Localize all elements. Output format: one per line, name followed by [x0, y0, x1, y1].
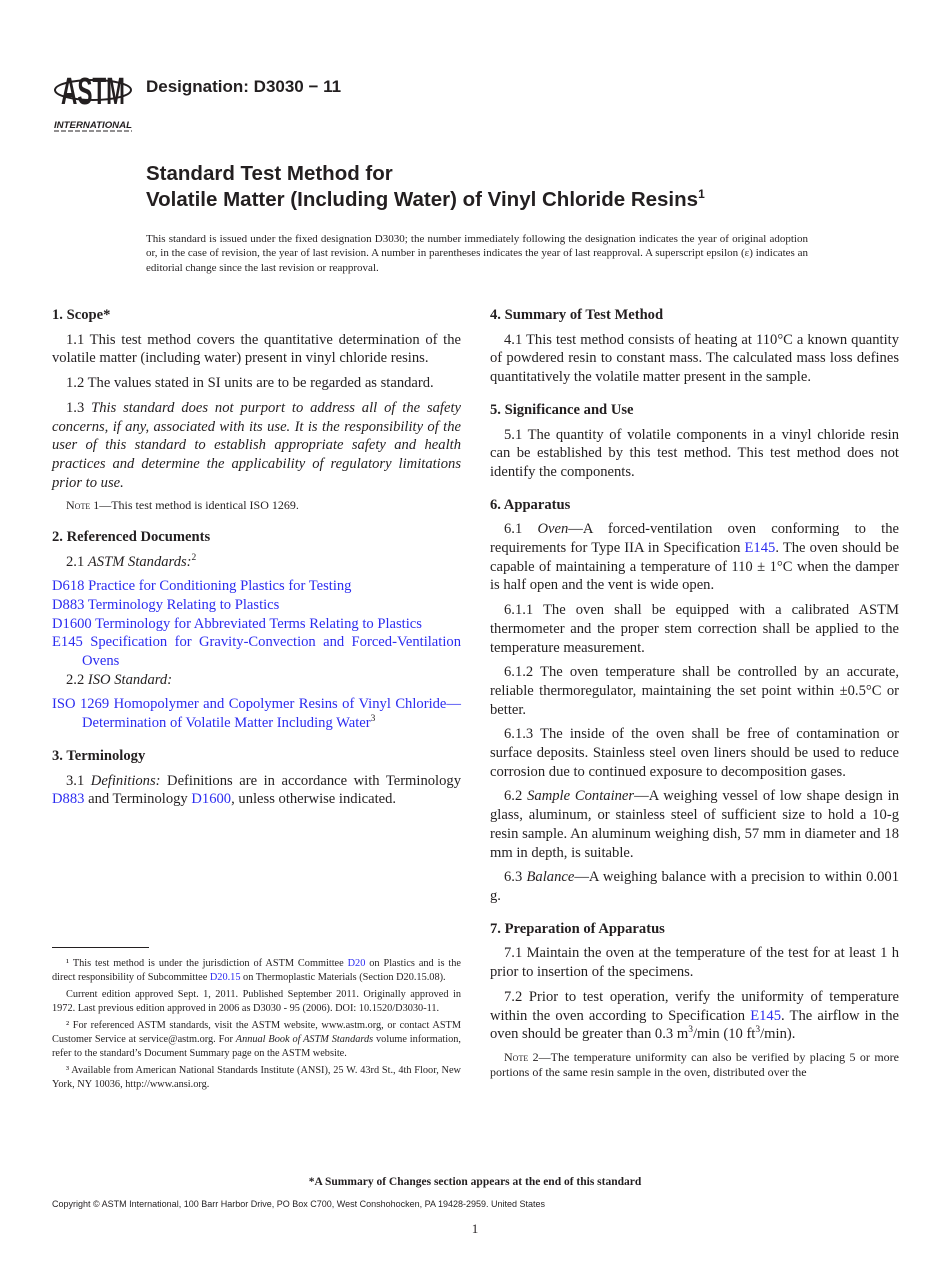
reference-item	[52, 577, 461, 596]
text: . The oven should be capable of maintaining a temperature of 110 ± 1°C when the damper is half open and the vent is wide open.	[490, 540, 900, 594]
text: and Terminology	[84, 791, 192, 808]
reference-title-link[interactable]: Practice for Conditioning Plastics for Testing	[84, 578, 352, 595]
italic-text: This standard does not purport to address all of the safety concerns, if any, associated with its use. It is the responsibility of the user of this standard to establish appropriate safety and health practices and determine the applicability of regulatory limitations prior to use.	[52, 399, 461, 491]
document-link[interactable]: D1600	[52, 615, 92, 632]
text: 6.1	[504, 521, 538, 538]
document-link[interactable]: D20	[347, 958, 366, 969]
document-link[interactable]: E145	[750, 1007, 782, 1024]
section-heading: 6. Apparatus	[490, 496, 571, 513]
document-link[interactable]: D618	[52, 578, 85, 595]
text: 3.1	[66, 772, 91, 789]
svg-text:INTERNATIONAL: INTERNATIONAL	[54, 120, 133, 131]
paragraph	[490, 868, 899, 905]
text: —A weighing balance with a precision to within 0.001 g.	[490, 869, 899, 904]
astm-logo	[52, 58, 134, 132]
italic-text: ISO Standard:	[87, 671, 173, 688]
footnotes	[52, 957, 461, 1095]
footnote-ref[interactable]: 3	[688, 1025, 693, 1036]
text: /min).	[760, 1026, 796, 1043]
document-link[interactable]: D20.15	[209, 972, 241, 983]
text: 6.3	[504, 869, 527, 886]
text: on Plastics and is the direct responsibility of Subcommittee	[52, 958, 461, 983]
left-column	[52, 306, 461, 815]
footnote	[52, 957, 461, 985]
copyright: Copyright © ASTM International, 100 Barr Harbor Drive, PO Box C700, West Conshohocken, PA 19428-2959. United States	[52, 1199, 546, 1209]
text: 1—This test method is identical ISO 1269.	[90, 498, 299, 513]
paragraph	[52, 671, 461, 690]
page-number: 1	[471, 1221, 479, 1236]
text: 2.1	[66, 553, 88, 570]
text: 1.1 This test method covers the quantitative determination of the volatile matter (including water) present in vinyl chloride resins.	[52, 331, 461, 367]
text: 1.2 The values stated in SI units are to be regarded as standard.	[66, 375, 434, 392]
reference-item	[52, 695, 461, 732]
italic-text: ASTM Standards:	[87, 553, 192, 570]
text: 2.2	[66, 671, 88, 688]
footnote	[52, 988, 461, 1016]
reference-item	[52, 615, 461, 634]
text: /min (10 ft	[692, 1026, 756, 1043]
footnote	[52, 1019, 461, 1061]
footnote-ref[interactable]: 3	[370, 714, 376, 725]
text: —A forced-ventilation oven conforming to the requirements for Type IIA in Specification	[490, 521, 899, 557]
reference-title-link[interactable]: Specification for Gravity-Convection and Forced-Ventilation Ovens	[82, 634, 461, 670]
section-heading: 2. Referenced Documents	[52, 528, 211, 545]
text: 7.1 Maintain the oven at the temperature of the test for at least 1 h prior to insertion of the specimens.	[490, 945, 899, 981]
document-link[interactable]: E145	[744, 540, 776, 557]
section-heading: 4. Summary of Test Method	[490, 307, 664, 323]
text: 6.1.1 The oven shall be equipped with a calibrated ASTM thermometer and the proper stem correction shall be applied to the temperature measurement.	[490, 602, 899, 656]
document-title	[146, 161, 705, 213]
text: 2—The temperature uniformity can also be verified by placing 5 or more portions of the same resin sample in the oven, distributed over the	[490, 1049, 899, 1080]
reference-title-link[interactable]: Terminology Relating to Plastics	[84, 596, 280, 613]
text: . The airflow in the oven should be greater than 0.3 m	[490, 1007, 899, 1043]
text: 5.1 The quantity of volatile components in a vinyl chloride resin can be established by this test method. This test method does not identify the components.	[490, 426, 899, 480]
text: 6.1.2 The oven temperature shall be controlled by an accurate, reliable thermoregulator, maintaining the set point within ±0.5°C or better.	[490, 664, 899, 718]
paragraph	[52, 374, 461, 393]
paragraph	[52, 553, 461, 572]
paragraph	[490, 520, 899, 595]
paragraph	[490, 331, 899, 387]
text: 4.1 This test method consists of heating at 110°C a known quantity of powdered resin to constant mass. The calculated mass loss defines quantitatively the volatile matter present in the sample.	[490, 331, 899, 386]
footnote-ref[interactable]: 1	[698, 187, 705, 202]
issuance-statement: This standard is issued under the fixed designation D3030; the number immediately following the designation indicates the year of original adoption or, in the case of revision, the year of last revision. A number in parentheses indicates the year of last reapproval. A superscript epsilon (ε) indicates an editorial change since the last revision or reapproval.	[146, 233, 808, 274]
paragraph	[490, 725, 899, 781]
text: ³ Available from American National Standards Institute (ANSI), 25 W. 43rd St., 4th Floor, New York, NY 10036, http://www.ansi.org.	[52, 1065, 461, 1090]
title-line-1: Standard Test Method for	[146, 162, 393, 185]
note	[490, 1050, 899, 1081]
text: on Thermoplastic Materials (Section D20.15.08).	[240, 972, 446, 983]
italic-text: Oven	[537, 521, 569, 538]
text: —A weighing vessel of low shape design in glass, aluminum, or stainless steel of sufficient size to hold a 10-g resin sample. An aluminum weighing dish, 57 mm in diameter and 18 mm in depth, is suitable.	[490, 788, 900, 861]
text: 6.2	[504, 788, 528, 805]
right-column	[490, 306, 899, 1087]
paragraph	[52, 331, 461, 368]
footnote-divider	[52, 947, 149, 948]
section-heading: 1. Scope*	[52, 307, 111, 323]
summary-of-changes-note: *A Summary of Changes section appears at the end of this standard	[308, 1176, 642, 1188]
footnote-ref[interactable]: 3	[755, 1025, 761, 1036]
paragraph	[490, 601, 899, 657]
section-heading: 5. Significance and Use	[490, 401, 634, 418]
svg-text:ASTM: ASTM	[61, 71, 125, 113]
note-label: Note	[504, 1049, 529, 1064]
text: volume information, refer to the standard’s Document Summary page on the ASTM website.	[52, 1034, 461, 1059]
section-heading: 3. Terminology	[52, 747, 146, 764]
title-text: Volatile Matter (Including Water) of Vinyl Chloride Resins	[146, 188, 699, 211]
text: , unless otherwise indicated.	[231, 791, 397, 808]
italic-text: Sample Container	[527, 788, 635, 805]
reference-title-link[interactable]: Terminology for Abbreviated Terms Relating to Plastics	[91, 615, 422, 632]
paragraph	[52, 772, 461, 809]
paragraph	[490, 988, 899, 1044]
paragraph	[490, 944, 899, 981]
text: ¹ This test method is under the jurisdiction of ASTM Committee	[66, 958, 348, 969]
section-heading: 7. Preparation of Apparatus	[490, 920, 665, 937]
document-link[interactable]: D883	[52, 596, 85, 613]
paragraph	[52, 399, 461, 493]
footnote	[52, 1064, 461, 1092]
note-label: Note	[66, 498, 91, 513]
paragraph	[490, 426, 899, 482]
document-link[interactable]: D883	[52, 791, 85, 808]
text: 1.3	[66, 399, 92, 416]
reference-item	[52, 596, 461, 615]
paragraph	[490, 787, 899, 862]
text: ² For referenced ASTM standards, visit the ASTM website, www.astm.org, or contact ASTM Customer Service at service@astm.org. For	[52, 1020, 461, 1045]
paragraph	[490, 663, 899, 719]
reference-item	[52, 633, 461, 670]
text: Definitions are in accordance with Terminology	[160, 772, 462, 789]
title-line-2	[146, 187, 705, 213]
footnote-ref[interactable]: 2	[191, 552, 197, 563]
document-link[interactable]: E145	[52, 634, 83, 651]
text: Current edition approved Sept. 1, 2011. Published September 2011. Originally approved in 1972. Last previous edition approved in 2006 as D3030 - 95 (2006). DOI: 10.1520/D3030-11.	[52, 989, 461, 1014]
text: 7.2 Prior to test operation, verify the uniformity of temperature within the oven according to Specification	[490, 988, 899, 1024]
italic-text: Balance	[526, 869, 575, 886]
document-link[interactable]: ISO 1269	[52, 696, 110, 713]
italic-text: Annual Book of ASTM Standards	[235, 1034, 374, 1045]
document-link[interactable]: D1600	[191, 791, 232, 808]
italic-text: Definitions:	[90, 772, 161, 789]
designation: Designation: D3030 − 11	[146, 77, 342, 96]
note	[52, 498, 461, 514]
text: 6.1.3 The inside of the oven shall be free of contamination or surface deposits. Stainless steel oven liners should be used to reduce corrosion due to continued exposure to decomposition gases.	[490, 726, 899, 780]
reference-title-link[interactable]: Homopolymer and Copolymer Resins of Vinyl Chloride—Determination of Volatile Matter Including Water	[82, 696, 461, 732]
